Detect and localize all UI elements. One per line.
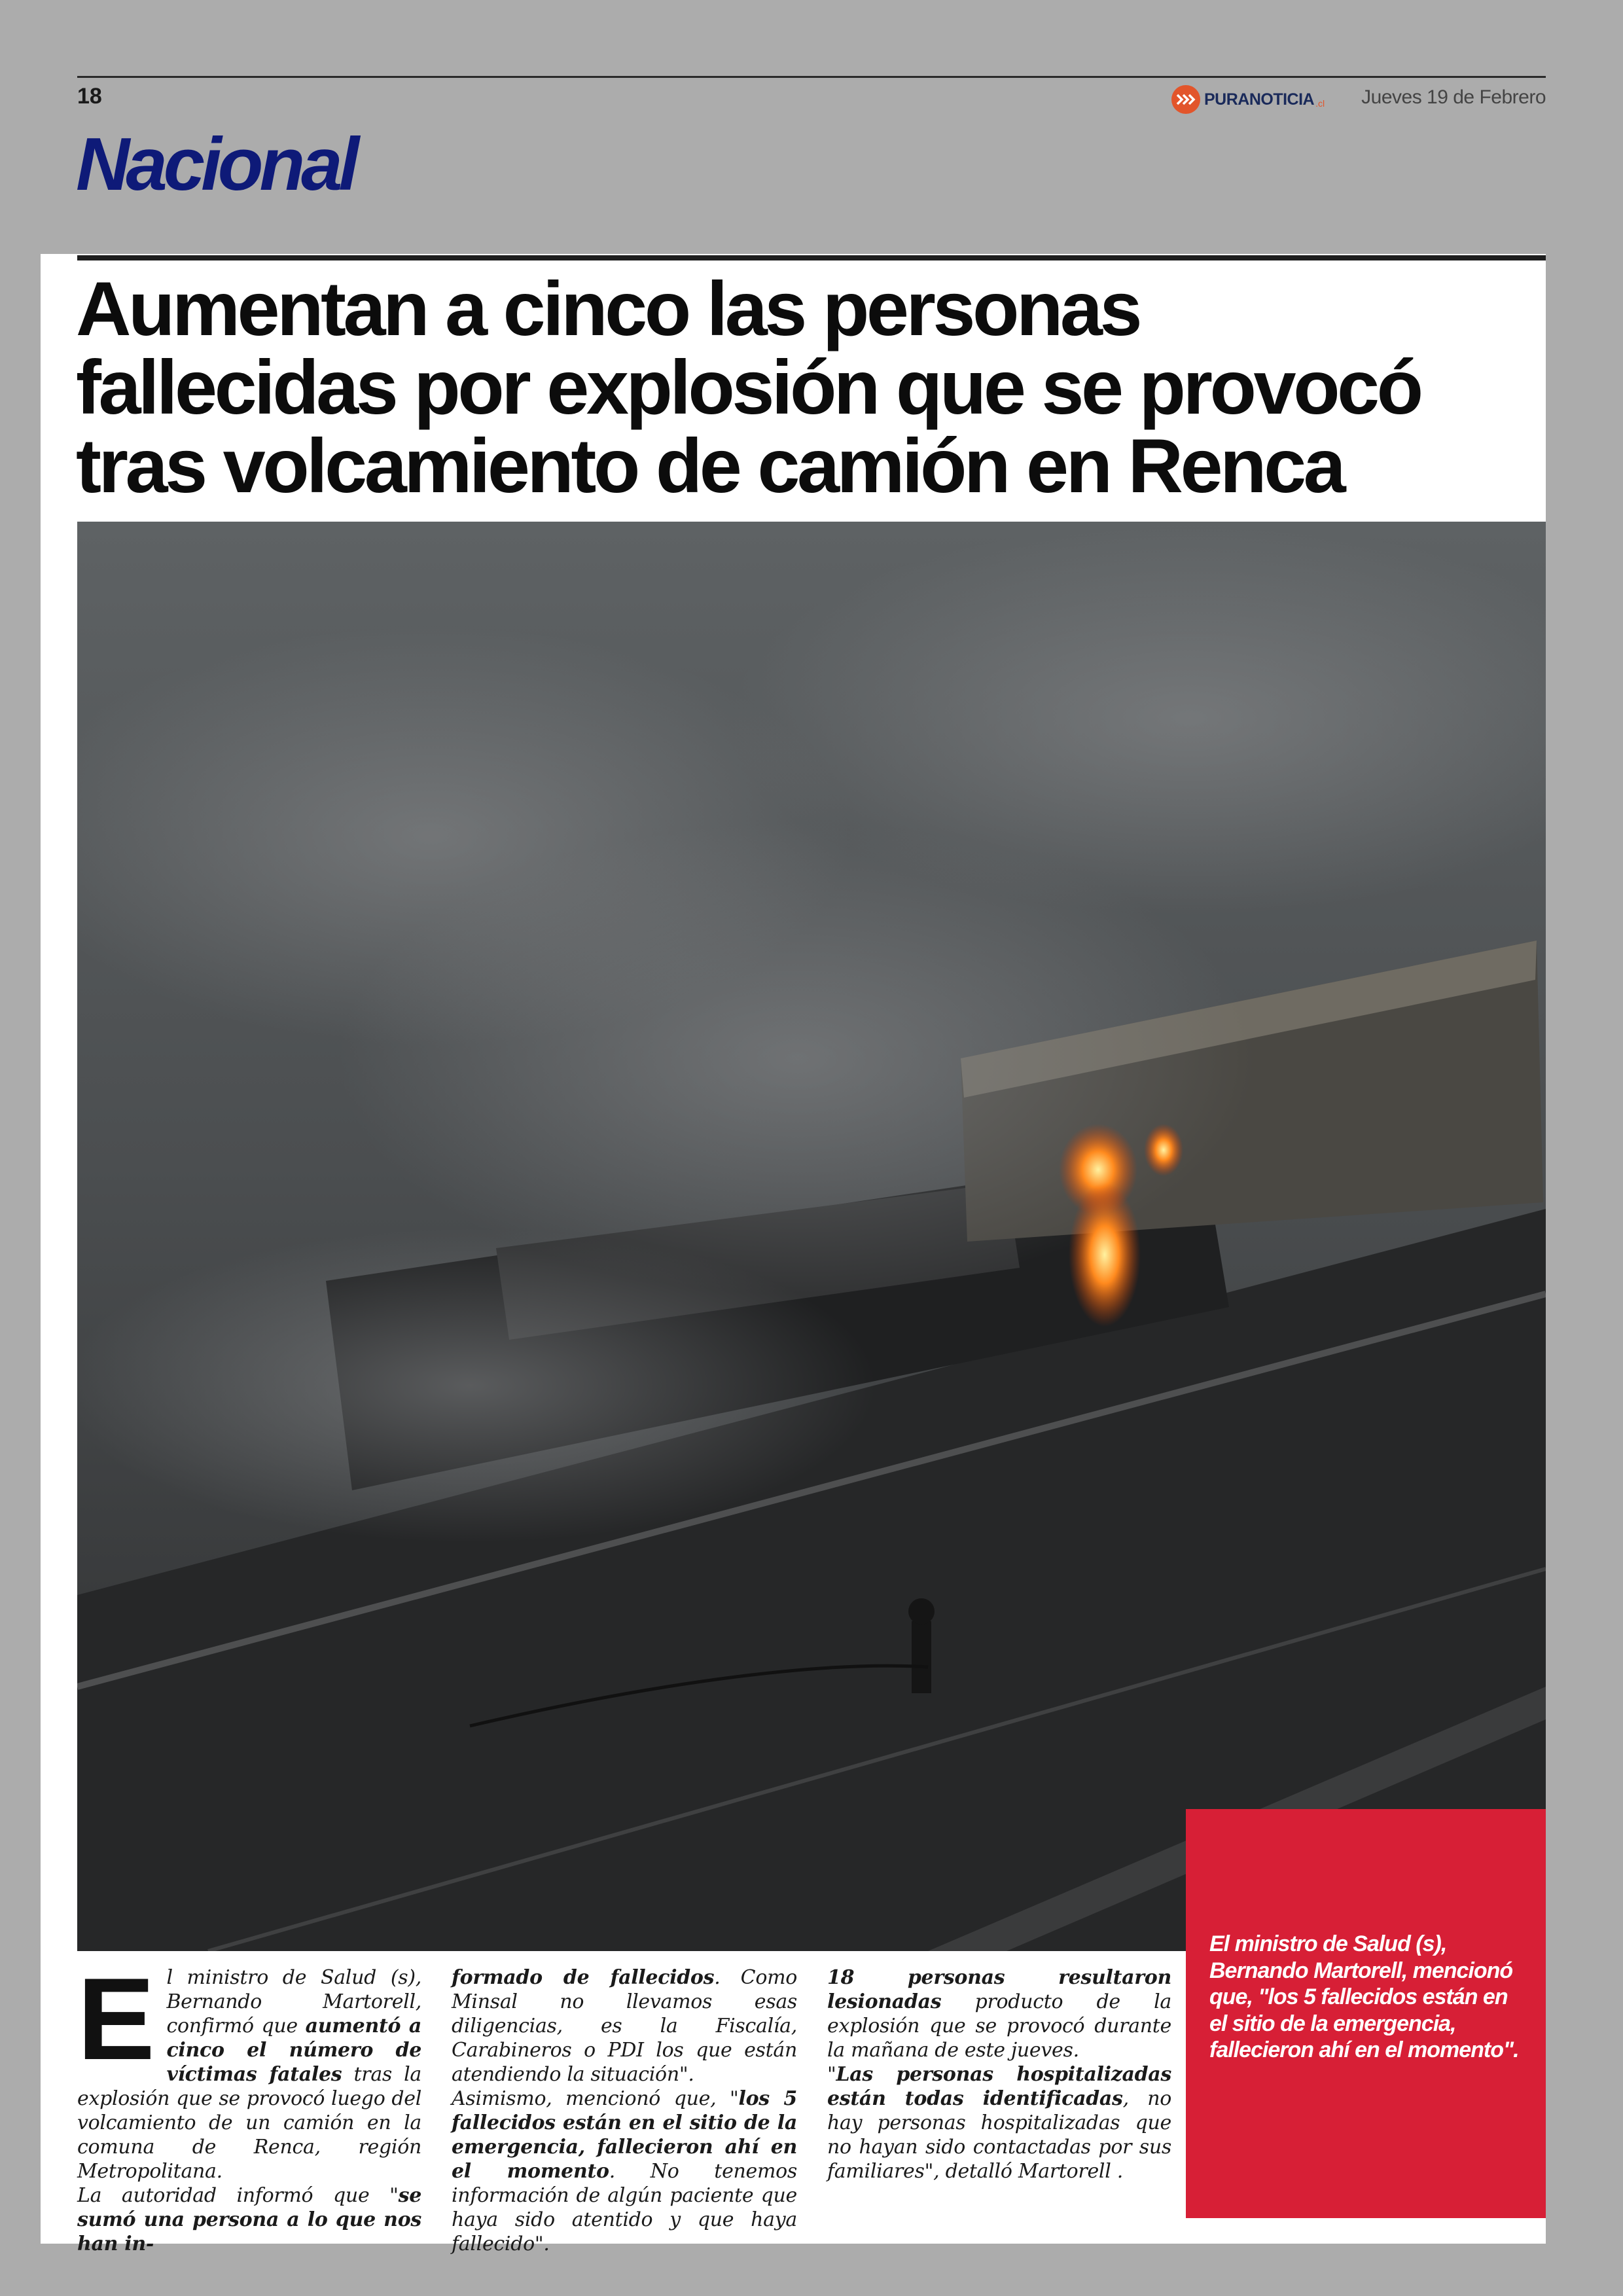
paragraph — [77, 2183, 421, 2256]
article-photo — [77, 522, 1546, 1951]
header-rule — [77, 76, 1546, 78]
article-column-2 — [452, 1965, 797, 2256]
article-column-1 — [77, 1954, 421, 2256]
paragraph — [77, 1954, 421, 2183]
paragraph — [452, 1965, 797, 2087]
text-run-bold: Las personas hospitalizadas están todas identificadas — [827, 2063, 1171, 2110]
paragraph — [827, 1965, 1171, 2062]
text-run-bold: 18 personas resultaron lesionadas — [827, 1966, 1171, 2013]
text-run-bold: los 5 fallecidos están en el sitio de la emergencia, fallecieron ahí en el momento — [452, 2087, 797, 2183]
section-title: Nacional — [76, 123, 356, 206]
text-run: " — [827, 2063, 836, 2086]
chevrons-icon — [1171, 85, 1200, 114]
headline-line: Aumentan a cinco las personas — [76, 266, 1140, 351]
text-run: La autoridad informó que " — [77, 2184, 399, 2207]
text-run: l ministro de Salud (s), Bernando Martorell, confirmó que — [166, 1966, 421, 2037]
text-run: . No tenemos información de algún paciente que haya sido atentido y que haya fallecido". — [452, 2160, 797, 2255]
issue-date: Jueves 19 de Febrero — [1361, 86, 1546, 108]
puranoticia-logo — [1171, 84, 1325, 115]
pull-quote-text: El ministro de Salud (s), Bernando Martorell, mencionó que, "los 5 fallecidos están en el sitio de la emergencia, fallecieron ahí en el momento". — [1209, 1931, 1519, 2062]
paragraph — [452, 2087, 797, 2256]
headline — [76, 266, 1555, 509]
paragraph — [827, 2062, 1171, 2183]
text-run-bold: formado de fallecidos — [452, 1966, 715, 1989]
text-run-bold: se sumó una persona a lo que nos han in- — [77, 2184, 421, 2255]
pull-quote — [1186, 1809, 1546, 2218]
text-run: . Como Minsal no llevamos esas diligencias, es la Fiscalía, Carabineros o PDI los que están atendiendo la situación". — [452, 1966, 797, 2086]
headline-line: fallecidas por explosión que se provocó — [76, 344, 1421, 430]
text-run-bold: aumentó a cinco el número de víctimas fatales — [166, 2015, 421, 2086]
text-run: Asimismo, mencionó que, " — [452, 2087, 739, 2110]
text-run: producto de la explosión que se provocó durante la mañana de este jueves. — [827, 1990, 1171, 2062]
page-number: 18 — [77, 84, 102, 109]
headline-line: tras volcamiento de camión en Renca — [76, 423, 1344, 509]
article-column-3 — [827, 1965, 1171, 2183]
logo-tld: .cl — [1315, 98, 1325, 109]
text-run: tras la explosión que se provocó luego del volcamiento de un camión en la comuna de Renca, región Metropolitana. — [77, 2063, 421, 2183]
drop-cap: E — [77, 1954, 155, 2084]
logo-name: PURANOTICIA — [1204, 90, 1315, 109]
article-top-rule — [77, 255, 1546, 260]
text-run: , no hay personas hospitalizadas que no hayan sido contactadas por sus familiares", detalló Martorell . — [827, 2087, 1171, 2183]
